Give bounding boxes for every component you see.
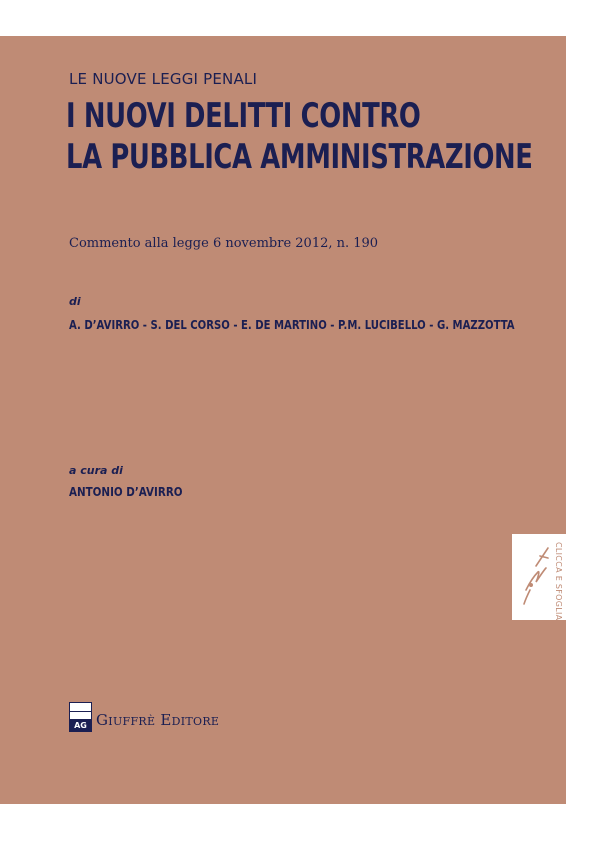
- publisher-name-rest: IUFFRÈ: [108, 715, 156, 728]
- logo-letters: AG: [70, 720, 91, 731]
- curator-label: a cura di: [69, 464, 123, 477]
- publisher: [69, 700, 219, 734]
- book-subtitle: Commento alla legge 6 novembre 2012, n. 190: [69, 236, 379, 251]
- int-script-logo-icon: [516, 542, 552, 614]
- logo-mid-block: [70, 712, 91, 720]
- publisher-name-rest2: DITORE: [171, 715, 220, 728]
- publisher-name: [96, 711, 219, 729]
- authors-label: di: [69, 295, 81, 308]
- publisher-name-g: G: [96, 711, 109, 729]
- book-title-line-1: I NUOVI DELITTI CONTRO: [66, 96, 421, 136]
- authors-list: A. D’AVIRRO - S. DEL CORSO - E. DE MARTINO - P.M. LUCIBELLO - G. MAZZOTTA: [69, 318, 515, 332]
- book-title: [66, 96, 533, 178]
- badge-label: CLICCA E SFOGLIA: [554, 542, 563, 621]
- publisher-name-e: E: [160, 711, 172, 729]
- series-title: LE NUOVE LEGGI PENALI: [69, 70, 258, 88]
- logo-top-block: [70, 703, 91, 712]
- book-title-line-2: LA PUBBLICA AMMINISTRAZIONE: [66, 137, 533, 177]
- clicca-e-sfoglia-badge[interactable]: [512, 534, 566, 620]
- giuffre-logo-icon: [69, 702, 92, 732]
- curator-name: ANTONIO D’AVIRRO: [69, 485, 183, 499]
